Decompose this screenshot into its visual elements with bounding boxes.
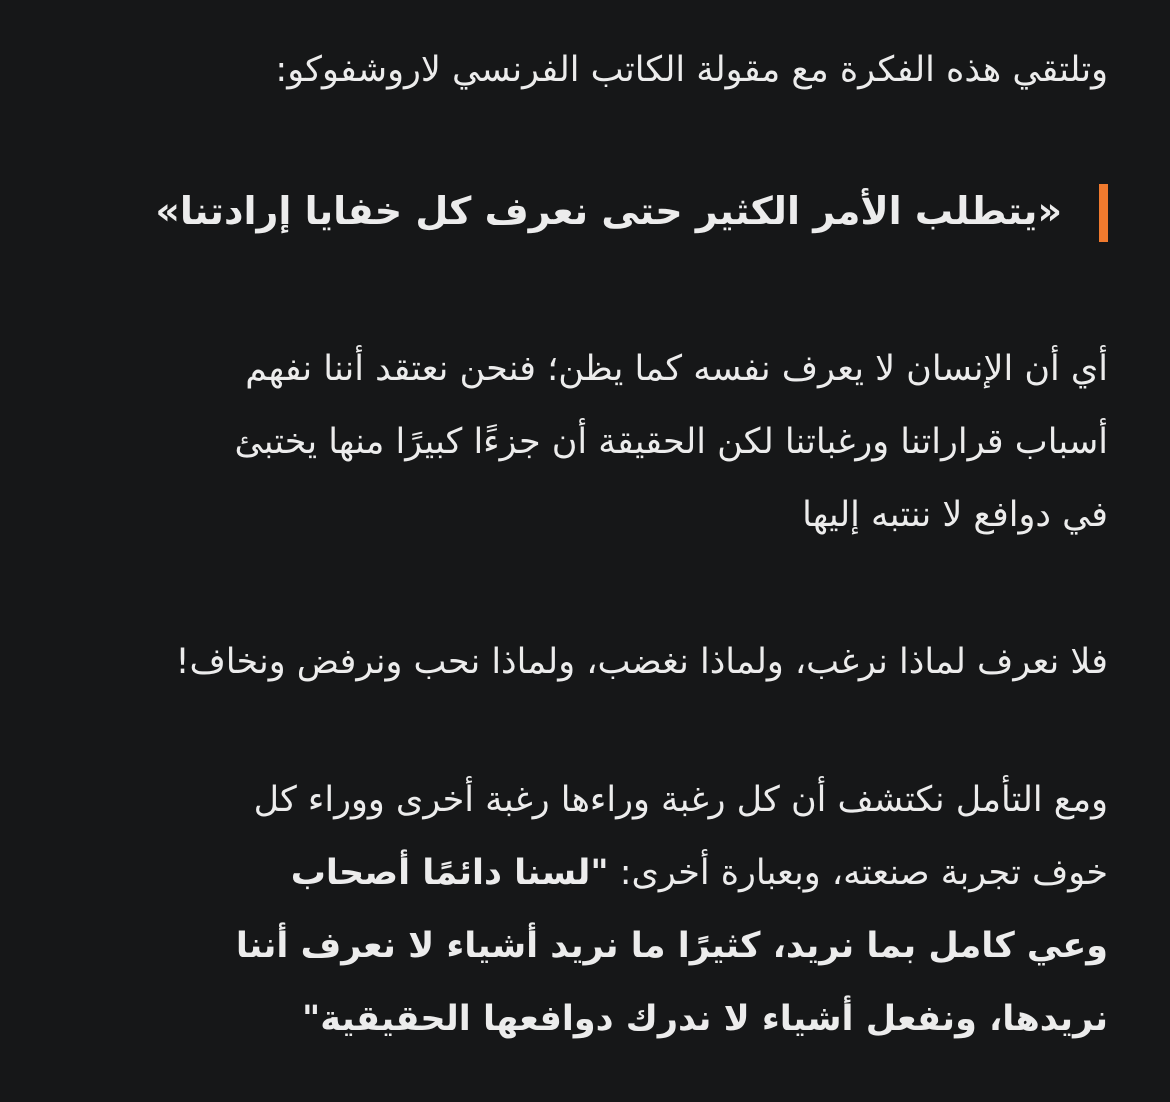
paragraph-1-line-1: أي أن الإنسان لا يعرف نفسه كما يظن؛ فنحن نعتقد أننا نفهم [245, 349, 1108, 389]
paragraph-1-line-2: أسباب قراراتنا ورغباتنا لكن الحقيقة أن جزءًا كبيرًا منها يختبئ [234, 422, 1108, 462]
paragraph-3-line-3: وعي كامل بما نريد، كثيرًا ما نريد أشياء لا نعرف أننا [235, 926, 1108, 966]
paragraph-3-line-2-regular: خوف تجربة صنعته، وبعبارة أخرى: [608, 853, 1108, 893]
quote-text: «يتطلب الأمر الكثير حتى نعرف كل خفايا إرادتنا» [155, 189, 1062, 233]
paragraph-3-line-4: نريدها، ونفعل أشياء لا ندرك دوافعها الحقيقية" [302, 999, 1108, 1039]
blockquote [60, 176, 1108, 246]
paragraph-1 [60, 333, 1108, 552]
paragraph-3 [60, 764, 1108, 1056]
paragraph-1-line-3: في دوافع لا ننتبه إليها [802, 495, 1108, 535]
quote-accent-bar [1099, 184, 1108, 242]
paragraph-3-line-2-bold: "لسنا دائمًا أصحاب [290, 853, 609, 893]
paragraph-3-line-2 [60, 837, 1108, 910]
intro-text: وتلتقي هذه الفكرة مع مقولة الكاتب الفرنسي لاروشفوكو: [275, 50, 1108, 90]
paragraph-3-line-1: ومع التأمل نكتشف أن كل رغبة وراءها رغبة أخرى ووراء كل [253, 780, 1108, 820]
paragraph-2: فلا نعرف لماذا نرغب، ولماذا نغضب، ولماذا نحب ونرفض ونخاف! [175, 642, 1108, 682]
